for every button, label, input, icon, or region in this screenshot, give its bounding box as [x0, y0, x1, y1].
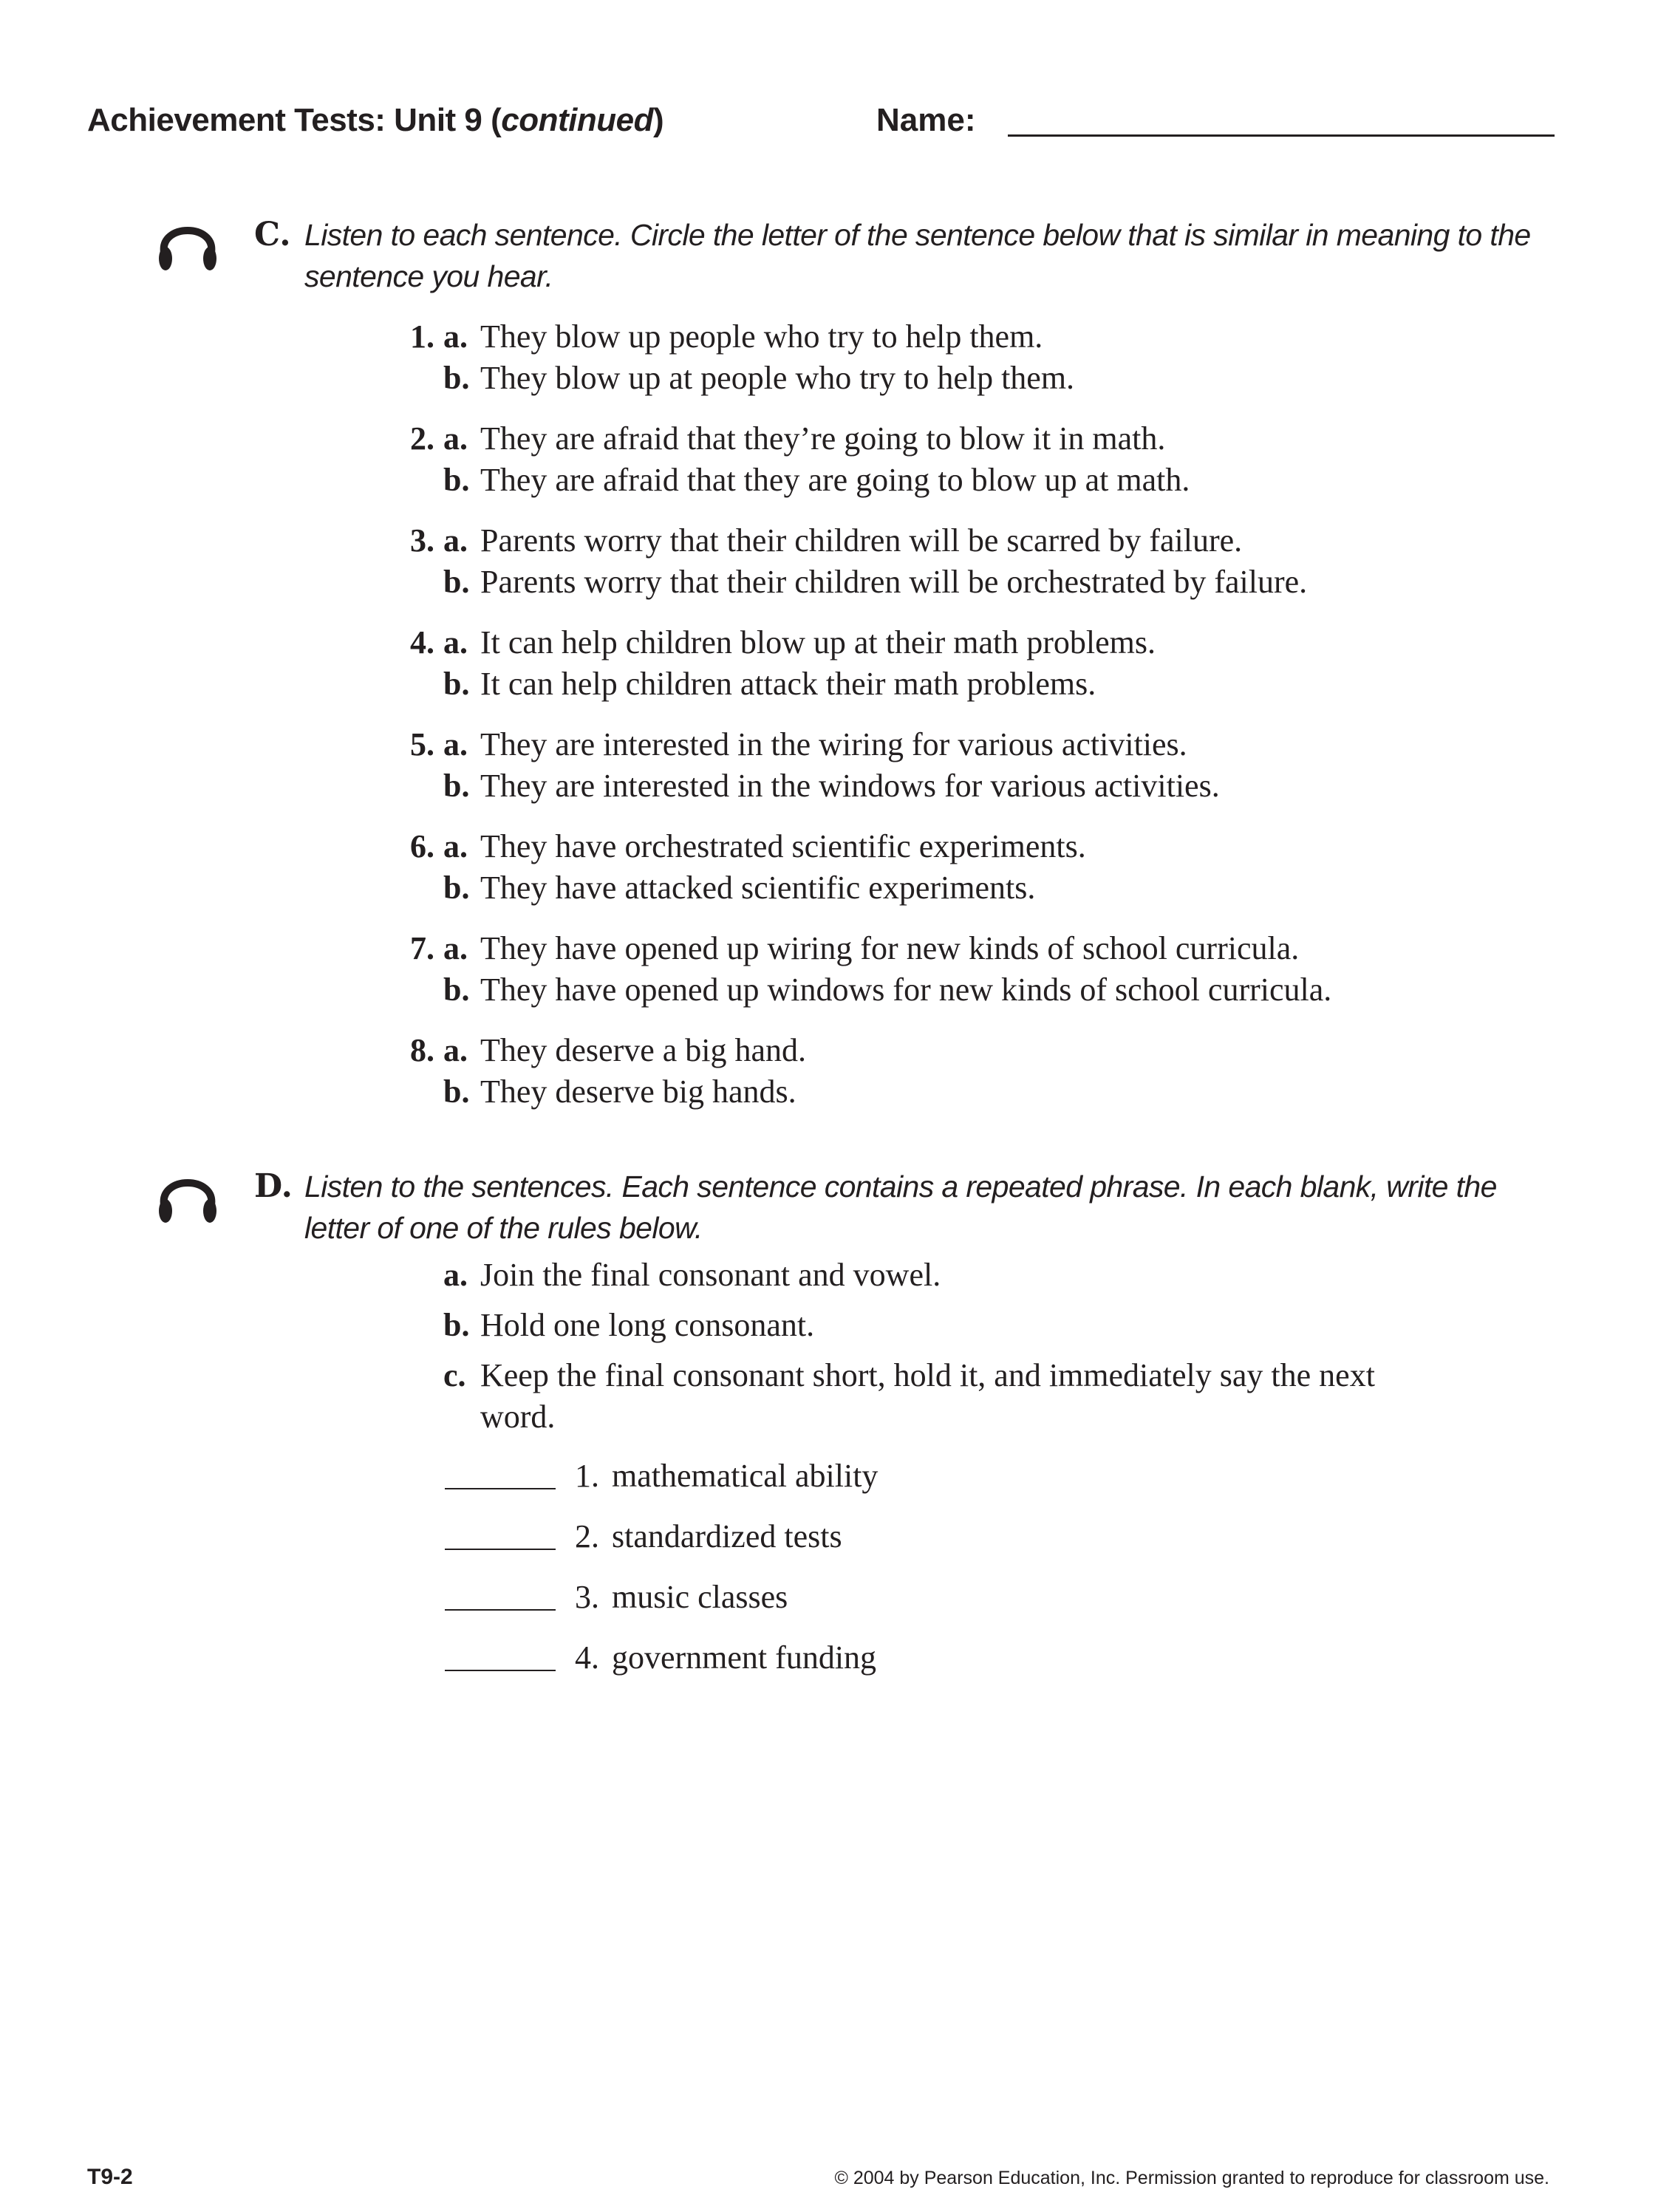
page-header [87, 102, 1565, 154]
answer-blank[interactable] [445, 1488, 556, 1489]
item-number: 1. [410, 318, 434, 355]
item-number: 4. [575, 1639, 599, 1676]
option-a-text[interactable]: They have opened up wiring for new kinds of school curricula. [480, 930, 1300, 966]
item-number: 1. [575, 1458, 599, 1494]
rule-text: Keep the final consonant short, hold it, and immediately say the next [480, 1357, 1375, 1393]
option-a-label[interactable]: a. [443, 420, 468, 457]
option-b-text[interactable]: They have attacked scientific experiments. [480, 870, 1036, 906]
item-number: 3. [410, 522, 434, 559]
headphones-icon [154, 1164, 222, 1226]
option-b-text[interactable]: It can help children attack their math problems. [480, 666, 1096, 702]
option-b-label[interactable]: b. [443, 870, 470, 906]
option-a-text[interactable]: They have orchestrated scientific experiments. [480, 828, 1086, 864]
option-b-text[interactable]: They are interested in the windows for various activities. [480, 768, 1220, 804]
option-a-label[interactable]: a. [443, 522, 468, 559]
page-code: T9-2 [87, 2165, 133, 2189]
option-a-label[interactable]: a. [443, 828, 468, 864]
item-text: music classes [612, 1579, 788, 1615]
option-a-text[interactable]: They deserve a big hand. [480, 1032, 807, 1068]
option-a-text[interactable]: They blow up people who try to help them. [480, 318, 1043, 355]
item-number: 5. [410, 726, 434, 762]
item-number: 3. [575, 1579, 599, 1615]
answer-blank[interactable] [445, 1609, 556, 1611]
option-b-label[interactable]: b. [443, 666, 470, 702]
option-a-label[interactable]: a. [443, 318, 468, 355]
section-letter: C. [254, 216, 291, 253]
rule-letter: b. [443, 1307, 470, 1343]
option-b-label[interactable]: b. [443, 564, 470, 600]
option-a-label[interactable]: a. [443, 930, 468, 966]
option-b-text[interactable]: Parents worry that their children will be orchestrated by failure. [480, 564, 1308, 600]
option-a-text[interactable]: They are afraid that they’re going to blow it in math. [480, 420, 1166, 457]
option-b-label[interactable]: b. [443, 462, 470, 498]
item-number: 8. [410, 1032, 434, 1068]
rule-text: Hold one long consonant. [480, 1307, 815, 1343]
name-label: Name: [876, 102, 976, 138]
section-letter: D. [254, 1167, 293, 1205]
item-text: mathematical ability [612, 1458, 879, 1494]
option-b-text[interactable]: They blow up at people who try to help them. [480, 360, 1075, 396]
section-instructions: Listen to the sentences. Each sentence contains a repeated phrase. In each blank, write the letter of one of the rules below. [304, 1170, 1497, 1245]
option-b-text[interactable]: They are afraid that they are going to blow up at math. [480, 462, 1190, 498]
item-number: 2. [575, 1518, 599, 1554]
rule-letter: c. [443, 1357, 466, 1393]
item-number: 6. [410, 828, 434, 864]
name-blank-line[interactable] [1008, 134, 1555, 137]
option-b-label[interactable]: b. [443, 972, 470, 1008]
answer-blank[interactable] [445, 1670, 556, 1671]
option-a-text[interactable]: It can help children blow up at their math problems. [480, 624, 1156, 660]
option-b-label[interactable]: b. [443, 1073, 470, 1110]
option-b-label[interactable]: b. [443, 360, 470, 396]
rule-text: word. [480, 1399, 556, 1435]
page-title: Achievement Tests: Unit 9 (continued) [87, 102, 664, 138]
option-b-label[interactable]: b. [443, 768, 470, 804]
rule-text: Join the final consonant and vowel. [480, 1257, 941, 1293]
section-instructions: Listen to each sentence. Circle the letter of the sentence below that is similar in meaning to the sentence you hear. [304, 218, 1531, 293]
headphones-icon [154, 211, 222, 273]
rule-letter: a. [443, 1257, 468, 1293]
item-number: 2. [410, 420, 434, 457]
item-number: 7. [410, 930, 434, 966]
item-text: standardized tests [612, 1518, 842, 1554]
item-text: government funding [612, 1639, 877, 1676]
item-number: 4. [410, 624, 434, 660]
option-b-text[interactable]: They have opened up windows for new kinds of school curricula. [480, 972, 1332, 1008]
option-a-text[interactable]: Parents worry that their children will be scarred by failure. [480, 522, 1243, 559]
option-a-label[interactable]: a. [443, 726, 468, 762]
answer-blank[interactable] [445, 1549, 556, 1550]
option-a-text[interactable]: They are interested in the wiring for various activities. [480, 726, 1187, 762]
copyright-notice: © 2004 by Pearson Education, Inc. Permission granted to reproduce for classroom use. [834, 2168, 1549, 2188]
option-a-label[interactable]: a. [443, 1032, 468, 1068]
option-b-text[interactable]: They deserve big hands. [480, 1073, 796, 1110]
option-a-label[interactable]: a. [443, 624, 468, 660]
